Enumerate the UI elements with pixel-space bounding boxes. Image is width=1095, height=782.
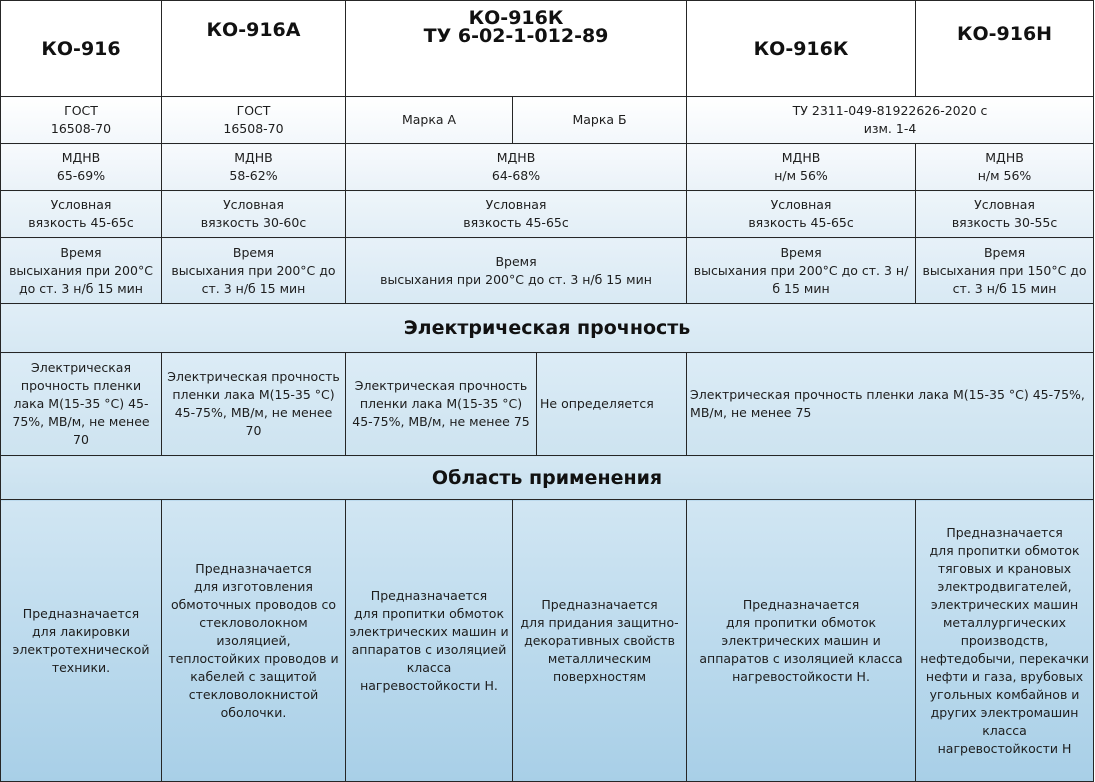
strength-tu-2311: Электрическая прочность пленки лака М(15-35 °С) 45-75%, МВ/м, не менее 75 (687, 353, 1094, 456)
standard-tu-2311: ТУ 2311-049-81922626-2020 с изм. 1-4 (687, 97, 1094, 144)
mdnv-ko916a: МДНВ 58-62% (162, 144, 346, 191)
strength-ko916a: Электрическая прочность пленки лака М(15-35 °С) 45-75%, МВ/м, не менее 70 (162, 353, 346, 456)
mdnv-row (1, 144, 1094, 191)
mdnv-ko916: МДНВ 65-69% (1, 144, 162, 191)
viscosity-ko916: Условная вязкость 45-65с (1, 191, 162, 238)
header-ko916k: КО-916К (687, 1, 916, 97)
standard-ko916a: ГОСТ 16508-70 (162, 97, 346, 144)
drying-ko916a: Время высыхания при 200°С до ст. 3 н/б 15 мин (162, 238, 346, 304)
application-ko916k: Предназначается для пропитки обмоток электрических машин и аппаратов с изоляцией класса нагревостойкости Н. (687, 500, 916, 782)
strength-ko916: Электрическая прочность пленки лака М(15-35 °С) 45-75%, МВ/м, не менее 70 (1, 353, 162, 456)
strength-row (1, 353, 1094, 456)
standard-grade-a: Марка А (346, 97, 513, 144)
viscosity-ko916a: Условная вязкость 30-60с (162, 191, 346, 238)
header-ko916k-tu-number: ТУ 6-02-1-012-89 (423, 25, 609, 47)
application-ko916n: Предназначается для пропитки обмоток тяговых и крановых электродвигателей, электрических машин металлургических производств, нефтедобычи, перекачки нефти и газа, врубовых угольных комбайнов и других электромашин класса нагревостойкости Н (916, 500, 1094, 782)
header-ko916a: КО-916А (162, 1, 346, 97)
drying-ko916: Время высыхания при 200°С до ст. 3 н/б 15 мин (1, 238, 162, 304)
application-grade-a: Предназначается для пропитки обмоток электрических машин и аппаратов с изоляцией класса нагревостойкости Н. (346, 500, 513, 782)
viscosity-ko916k: Условная вязкость 45-65с (687, 191, 916, 238)
viscosity-row (1, 191, 1094, 238)
section-title-application: Область применения (1, 456, 1094, 500)
standard-grade-b: Марка Б (513, 97, 687, 144)
viscosity-ko916k-tu: Условная вязкость 45-65с (346, 191, 687, 238)
application-row (1, 500, 1094, 782)
application-ko916: Предназначается для лакировки электротехнической техники. (1, 500, 162, 782)
header-ko916k-tu (346, 1, 687, 97)
mdnv-ko916k-tu: МДНВ 64-68% (346, 144, 687, 191)
strength-grade-b: Не определяется (537, 353, 687, 456)
header-row (1, 1, 1094, 97)
section-application-row (1, 456, 1094, 500)
standard-ko916: ГОСТ 16508-70 (1, 97, 162, 144)
section-title-electric-strength: Электрическая прочность (1, 304, 1094, 353)
drying-time-row (1, 238, 1094, 304)
strength-grade-a: Электрическая прочность пленки лака М(15-35 °С) 45-75%, МВ/м, не менее 75 (346, 353, 537, 456)
drying-ko916k: Время высыхания при 200°С до ст. 3 н/б 15 мин (687, 238, 916, 304)
drying-ko916k-tu: Время высыхания при 200°С до ст. 3 н/б 15 мин (346, 238, 687, 304)
application-ko916a: Предназначается для изготовления обмоточных проводов со стекловолокном изоляцией, теплостойких проводов и кабелей с защитой стекловолокнистой оболочки. (162, 500, 346, 782)
viscosity-ko916n: Условная вязкость 30-55с (916, 191, 1094, 238)
header-ko916: КО-916 (1, 1, 162, 97)
standard-row (1, 97, 1094, 144)
header-ko916n: КО-916Н (916, 1, 1094, 97)
mdnv-ko916k: МДНВ н/м 56% (687, 144, 916, 191)
header-ko916k-name: КО-916К (468, 7, 564, 29)
drying-ko916n: Время высыхания при 150°С до ст. 3 н/б 15 мин (916, 238, 1094, 304)
application-grade-b: Предназначается для придания защитно-декоративных свойств металлическим поверхностям (513, 500, 687, 782)
mdnv-ko916n: МДНВ н/м 56% (916, 144, 1094, 191)
section-strength-row (1, 304, 1094, 353)
